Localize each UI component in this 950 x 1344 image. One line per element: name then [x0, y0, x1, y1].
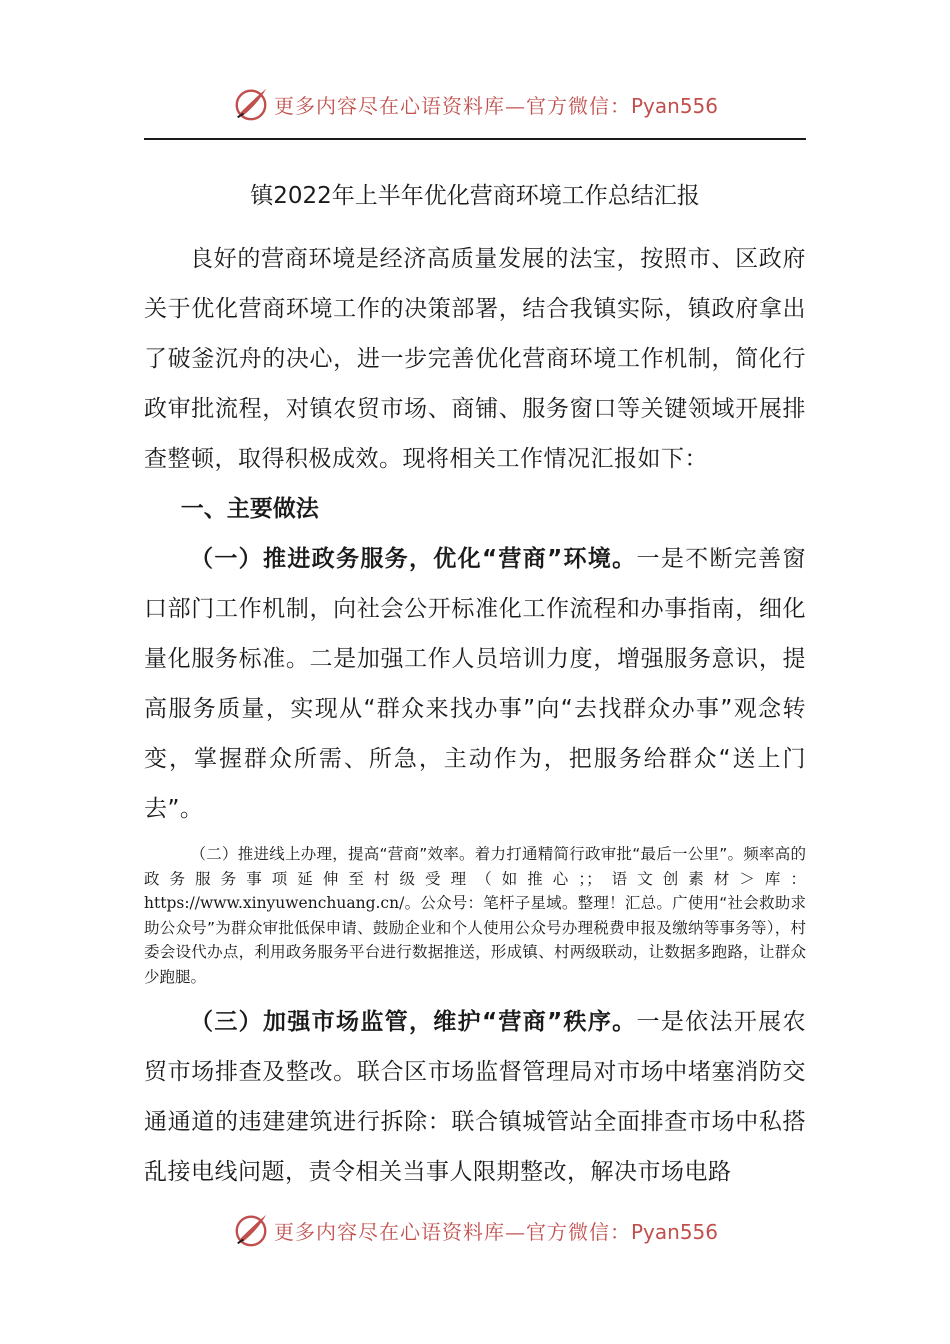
item-2-text-b: 。公众号：笔杆子星域。整理！汇总。广使用“社会救助求助公众号”为群众审批低保申请、鼓励企业和个人使用公众号办理税费申报及缴纳等事务等），村委会设代办点，利用政务服务平台进行数据推送，形成镇、村两级联动，让数据多跑路，让群众少跑腿。 [144, 894, 806, 986]
item-1-heading: （一）推进政务服务，优化“营商”环境。 [190, 546, 637, 572]
item-3-body: 一是依法开展农贸市场排查及整改。联合区市场监督管理局对市场中堵塞消防交通通道的违建建筑进行拆除：联合镇城管站全面排查市场中私搭乱接电线问题，责令相关当事人限期整改，解决市场电路 [144, 1009, 806, 1185]
document-body [144, 170, 806, 1197]
document-title: 镇2022年上半年优化营商环境工作总结汇报 [250, 183, 700, 209]
item-3-paragraph [144, 997, 806, 1197]
item-1-body: 一是不断完善窗口部门工作机制，向社会公开标准化工作流程和办事指南，细化量化服务标准。二是加强工作人员培训力度，增强服务意识，提高服务质量，实现从“群众来找办事”向“去找群众办事”观念转变，掌握群众所需、所急，主动作为，把服务给群众“送上门去”。 [144, 546, 806, 822]
section-heading-1: 一、主要做法 [180, 496, 319, 522]
banner-wechat-label: 官方微信： [525, 93, 631, 118]
item-2-url: https://www.xinyuwenchuang.cn/ [144, 894, 405, 912]
banner-text: 更多内容尽在心语资料库 [273, 93, 505, 118]
quill-logo-icon [232, 85, 270, 123]
footer-banner-text: 更多内容尽在心语资料库 [273, 1219, 505, 1244]
item-3-heading: （三）加强市场监管，维护“营商”秩序。 [190, 1009, 637, 1035]
intro-paragraph: 良好的营商环境是经济高质量发展的法宝，按照市、区政府关于优化营商环境工作的决策部署，结合我镇实际，镇政府拿出了破釜沉舟的决心，进一步完善优化营商环境工作机制，简化行政审批流程，对镇农贸市场、商铺、服务窗口等关键领域开展排查整顿，取得积极成效。现将相关工作情况汇报如下： [144, 246, 806, 472]
footer-banner [0, 1208, 950, 1252]
footer-wechat-id: Pyan556 [630, 1219, 718, 1244]
banner-dash: — [504, 93, 526, 118]
item-1-paragraph [144, 534, 806, 834]
footer-wechat-label: 官方微信： [525, 1219, 631, 1244]
quill-logo-icon [232, 1211, 270, 1249]
item-2-text-a: （二）推进线上办理，提高“营商”效率。着力打通精简行政审批“最后一公里”。频率高的政务服务事项延伸至村级受理（如推心；；语文创素材＞库： [144, 845, 806, 888]
item-2-paragraph [144, 842, 806, 989]
footer-banner-dash: — [504, 1219, 526, 1244]
header-rule [144, 138, 806, 140]
banner-wechat-id: Pyan556 [630, 93, 718, 118]
header-banner [0, 82, 950, 126]
